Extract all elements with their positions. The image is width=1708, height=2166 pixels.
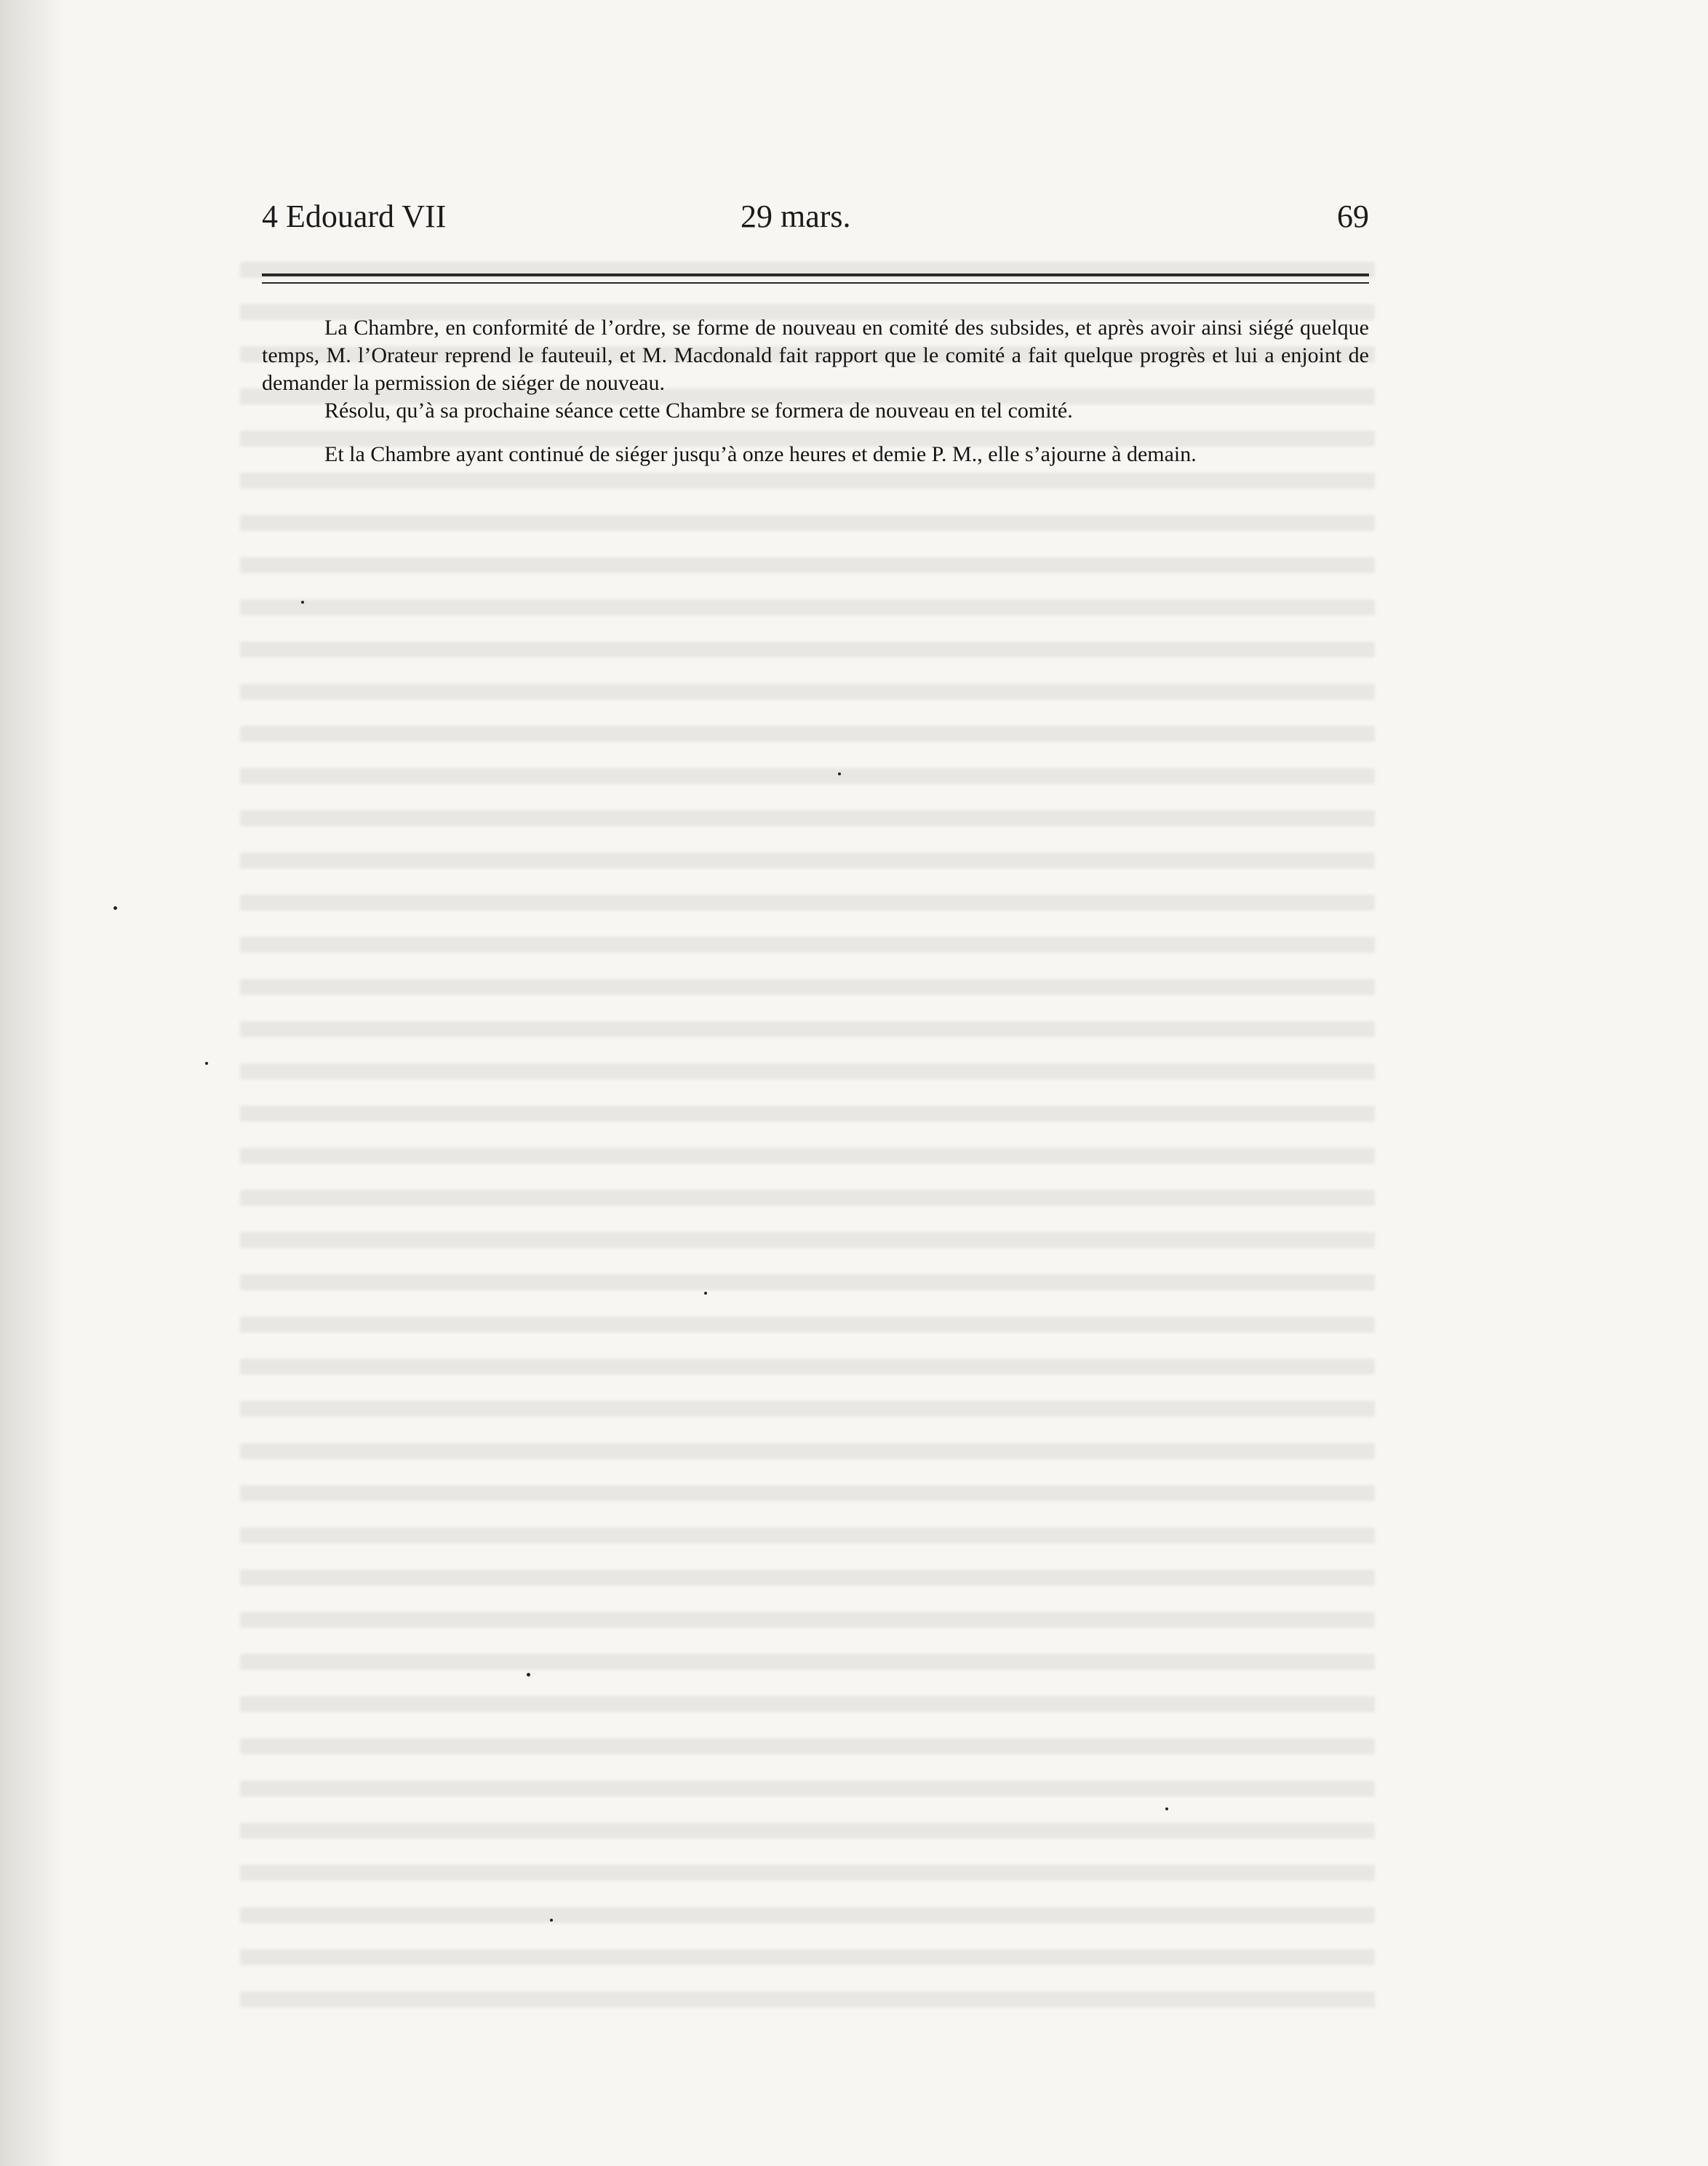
ink-speck: [550, 1919, 553, 1922]
page-edge-shadow: [0, 0, 65, 2166]
ink-speck: [113, 906, 117, 910]
header-rule-thin: [262, 282, 1369, 284]
paragraph-adjournment: Et la Chambre ayant continué de siéger jusqu’à onze heures et demie P. M., elle s’ajourne à demain.: [324, 442, 1197, 466]
ink-speck: [301, 601, 304, 604]
running-header: [262, 198, 1369, 241]
header-date: 29 mars.: [741, 199, 851, 234]
page-number: 69: [1337, 199, 1369, 234]
paragraph-resolution: Résolu, qu’à sa prochaine séance cette Chambre se formera de nouveau en tel comité.: [324, 399, 1073, 423]
ink-speck: [205, 1062, 208, 1065]
header-rule-thick: [262, 273, 1369, 276]
ink-speck: [838, 772, 841, 775]
header-volume: 4 Edouard VII: [262, 199, 447, 234]
show-through-texture: [240, 262, 1375, 2022]
ink-speck: [704, 1292, 707, 1295]
body-text: [262, 314, 1369, 468]
ink-speck: [527, 1673, 530, 1677]
ink-speck: [1165, 1807, 1168, 1810]
paragraph-committee-report: La Chambre, en conformité de l’ordre, se forme de nouveau en comité des subsides, et après avoir ainsi siégé quelque temps, M. l’Orateur reprend le fauteuil, et M. Macdonald fait rapport que le comité a fait quelque progrès et lui a enjoint de demander la permission de siéger de nouveau.: [262, 316, 1369, 395]
